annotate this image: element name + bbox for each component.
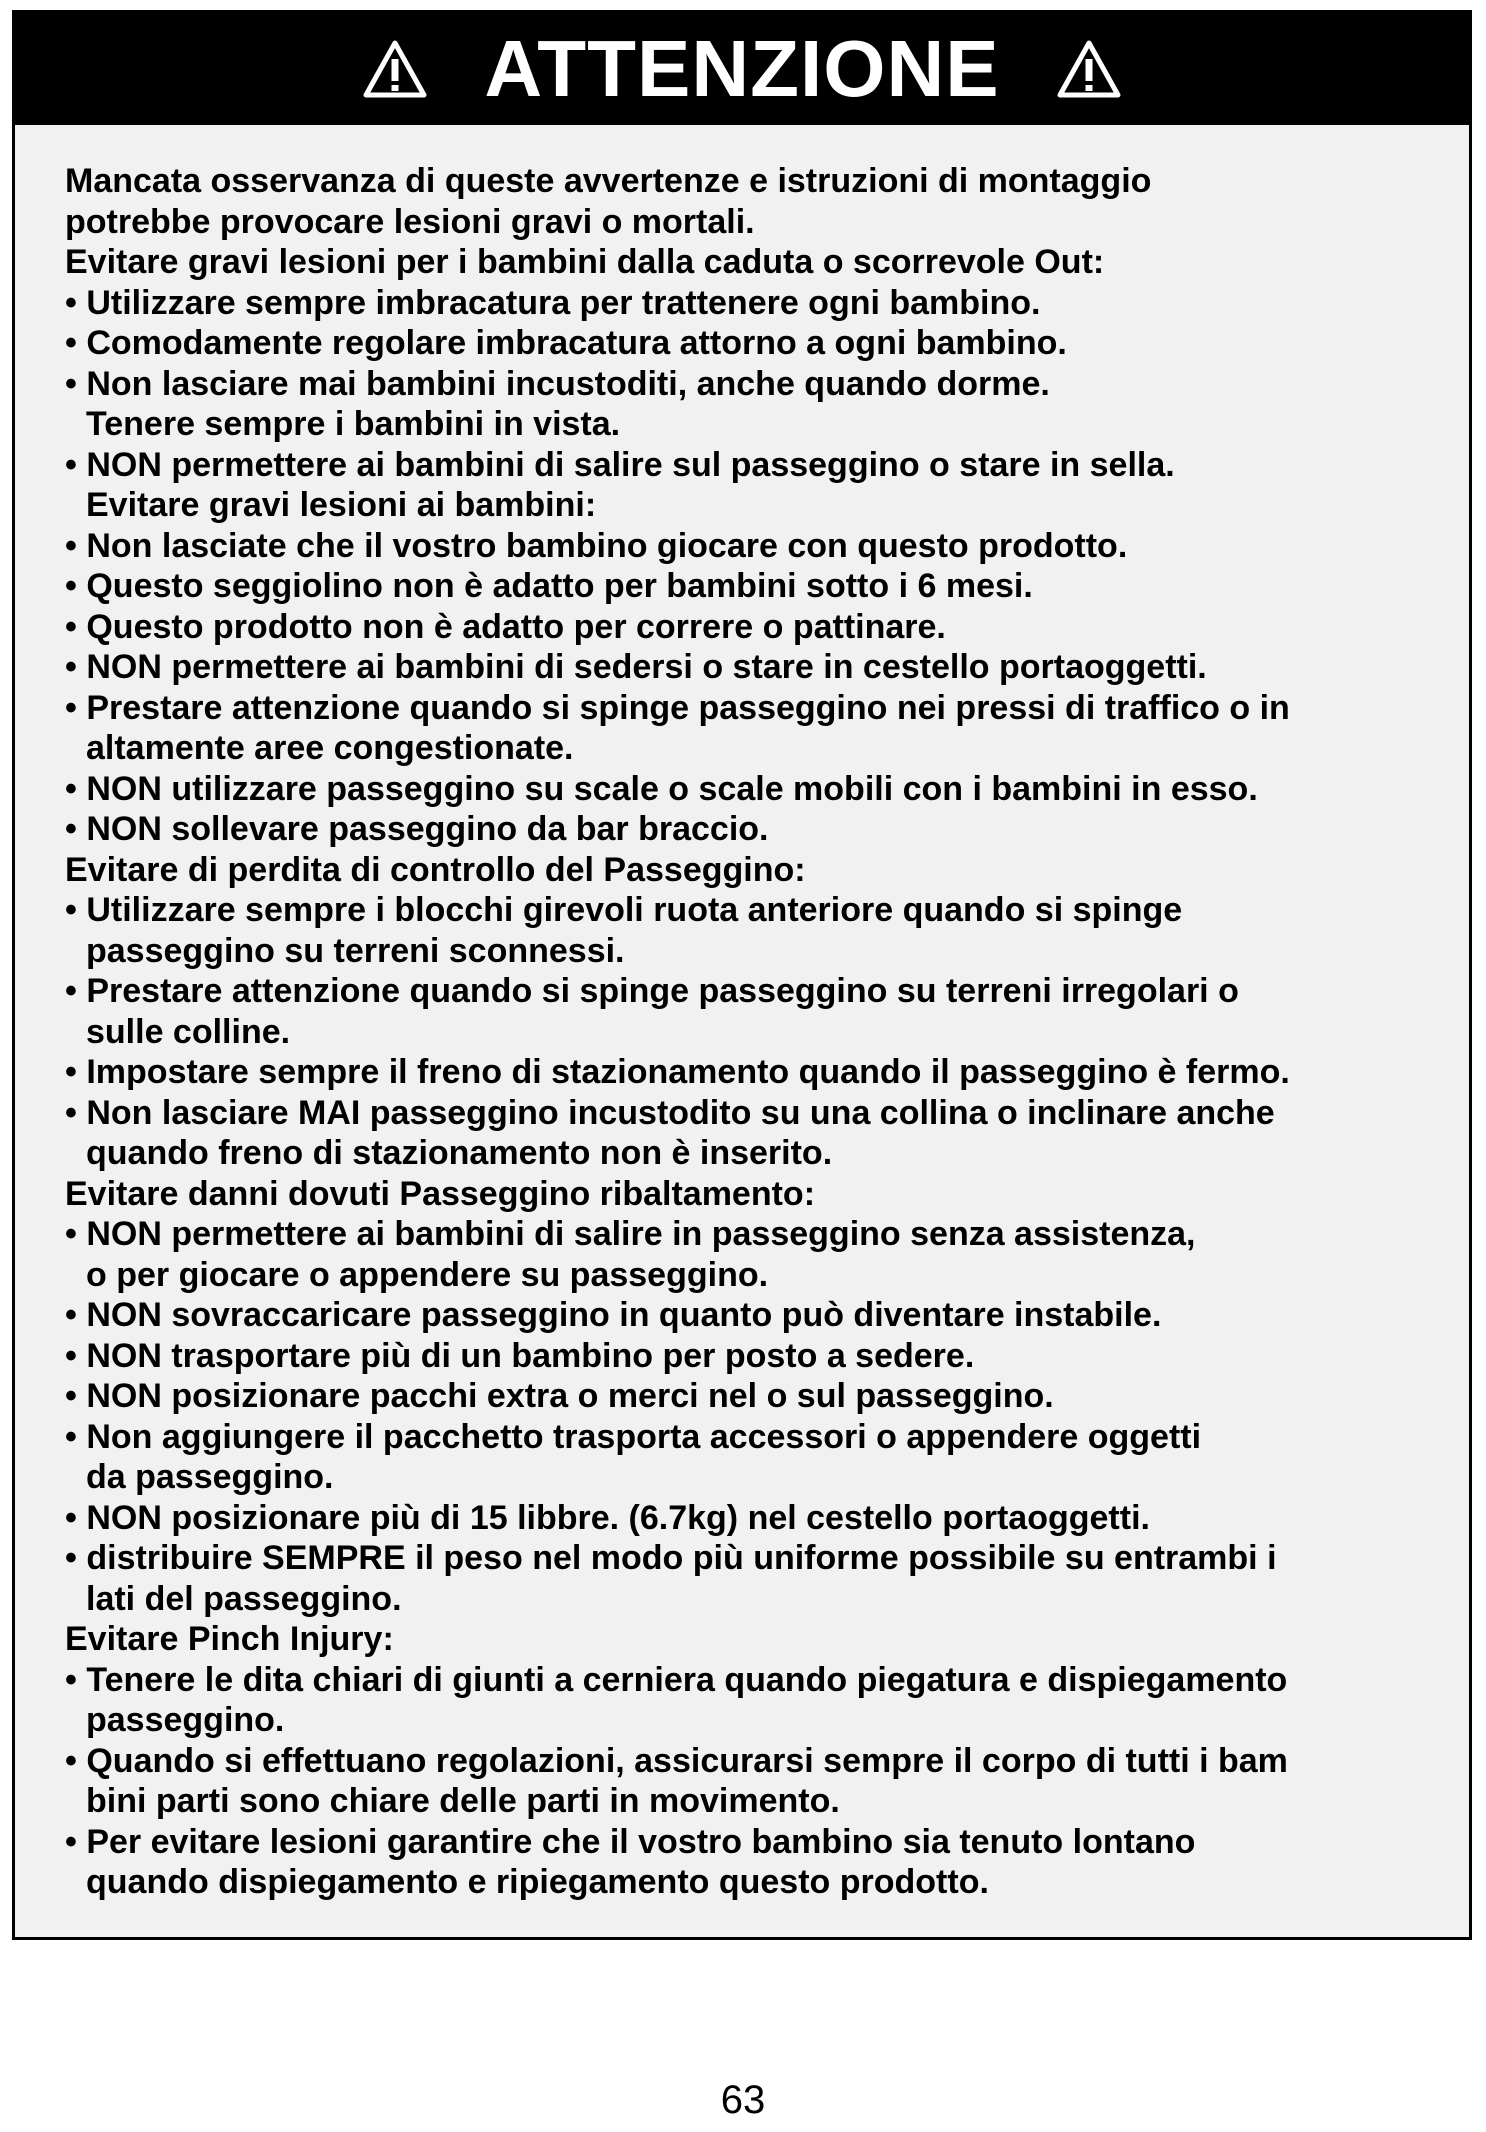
warning-text-line: passeggino.	[86, 1701, 285, 1739]
warning-text-line: • Quando si effettuano regolazioni, assicurarsi sempre il corpo di tutti i bam	[65, 1741, 1288, 1780]
warning-text-line: • Utilizzare sempre i blocchi girevoli ruota anteriore quando si spinge	[65, 891, 1183, 929]
warning-text-line: bini parti sono chiare delle parti in movimento.	[86, 1782, 840, 1820]
warning-text-line: • Questo seggiolino non è adatto per bambini sotto i 6 mesi.	[65, 567, 1033, 605]
warning-text-line: • NON permettere ai bambini di sedersi o stare in cestello portaoggetti.	[65, 648, 1207, 686]
warning-text-line: • Per evitare lesioni garantire che il vostro bambino sia tenuto lontano	[65, 1822, 1196, 1861]
warning-text-line: quando dispiegamento e ripiegamento questo prodotto.	[86, 1863, 989, 1901]
warning-triangle-icon	[1056, 39, 1122, 99]
warning-text-line: • NON sovraccaricare passeggino in quanto può diventare instabile.	[65, 1296, 1162, 1334]
warning-text-line: passeggino su terreni sconnessi.	[86, 931, 625, 970]
warning-text-line: Evitare di perdita di controllo del Passeggino:	[65, 850, 806, 889]
warning-text-line: • Prestare attenzione quando si spinge passeggino nei pressi di traffico o in	[65, 688, 1290, 727]
warning-text-line: • Non lasciate che il vostro bambino giocare con questo prodotto.	[65, 526, 1128, 565]
warning-text-line: quando freno di stazionamento non è inserito.	[86, 1134, 833, 1172]
warning-text-line: sulle colline.	[86, 1012, 291, 1051]
warning-text-line: Evitare Pinch Injury:	[65, 1620, 394, 1658]
warning-text-line: Tenere sempre i bambini in vista.	[86, 405, 621, 443]
warning-text-line: potrebbe provocare lesioni gravi o mortali.	[65, 202, 755, 241]
warning-text-line: da passeggino.	[86, 1458, 334, 1496]
warning-text-line: • Tenere le dita chiari di giunti a cerniera quando piegatura e dispiegamento	[65, 1660, 1288, 1699]
warning-text-line: • NON trasportare più di un bambino per posto a sedere.	[65, 1336, 975, 1375]
warning-box	[12, 10, 1472, 1940]
warning-text-line: Evitare gravi lesioni per i bambini dalla caduta o scorrevole Out:	[65, 243, 1105, 281]
warning-text-line: • NON utilizzare passeggino su scale o scale mobili con i bambini in esso.	[65, 769, 1258, 808]
warning-text-body	[65, 161, 1435, 1903]
warning-text-line: • Non aggiungere il pacchetto trasporta accessori o appendere oggetti	[65, 1417, 1202, 1456]
warning-text-line: • NON permettere ai bambini di salire sul passeggino o stare in sella.	[65, 445, 1175, 484]
warning-text-line: • distribuire SEMPRE il peso nel modo più uniforme possibile su entrambi i	[65, 1539, 1277, 1577]
warning-text-line: Evitare danni dovuti Passeggino ribaltamento:	[65, 1174, 816, 1213]
warning-text-line: • Comodamente regolare imbracatura attorno a ogni bambino.	[65, 324, 1067, 362]
warning-triangle-icon	[362, 39, 428, 99]
warning-text-line: lati del passeggino.	[86, 1579, 402, 1618]
warning-text-line: • Non lasciare mai bambini incustoditi, anche quando dorme.	[65, 364, 1050, 403]
warning-text-line: • NON permettere ai bambini di salire in passeggino senza assistenza,	[65, 1215, 1196, 1253]
warning-text-line: • Questo prodotto non è adatto per correre o pattinare.	[65, 607, 946, 646]
warning-text-line: • Impostare sempre il freno di stazionamento quando il passeggino è fermo.	[65, 1053, 1290, 1091]
warning-text-line: • NON posizionare più di 15 libbre. (6.7kg) nel cestello portaoggetti.	[65, 1498, 1150, 1537]
warning-header	[15, 13, 1469, 125]
warning-text-line: altamente aree congestionate.	[86, 729, 574, 767]
page-number: 63	[720, 2078, 766, 2122]
warning-title: ATTENZIONE	[484, 24, 1000, 113]
warning-text-line: o per giocare o appendere su passeggino.	[86, 1255, 769, 1294]
warning-text-line: • NON posizionare pacchi extra o merci nel o sul passeggino.	[65, 1377, 1054, 1415]
warning-text-line: • NON sollevare passeggino da bar braccio.	[65, 810, 769, 848]
warning-text-line: • Non lasciare MAI passeggino incustodito su una collina o inclinare anche	[65, 1093, 1275, 1132]
warning-text-line: • Prestare attenzione quando si spinge passeggino su terreni irregolari o	[65, 972, 1239, 1010]
warning-text-line: Mancata osservanza di queste avvertenze e istruzioni di montaggio	[65, 162, 1152, 200]
warning-text-line: • Utilizzare sempre imbracatura per trattenere ogni bambino.	[65, 283, 1041, 322]
warning-text-line: Evitare gravi lesioni ai bambini:	[86, 486, 597, 524]
